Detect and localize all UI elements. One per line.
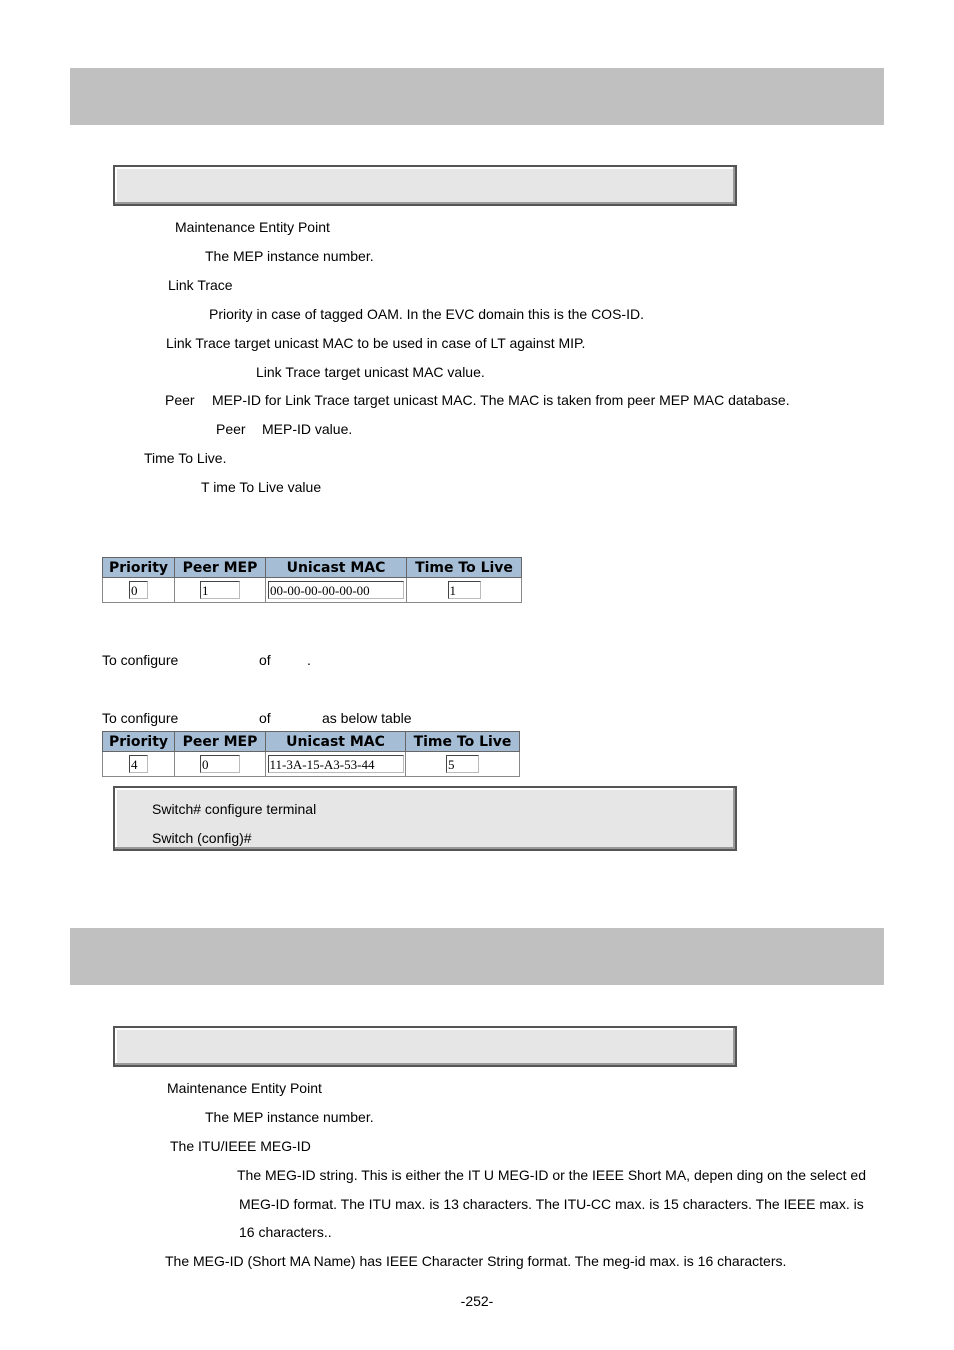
header-time-to-live: Time To Live: [407, 558, 522, 578]
param-priority-desc: Priority in case of tagged OAM. In the EVC domain this is the COS-ID.: [209, 306, 644, 322]
cli-example-box: [113, 786, 737, 851]
param-peer-value-desc: MEP-ID value.: [262, 421, 353, 437]
param-meg-id-desc-2: MEG-ID format. The ITU max. is 13 characters. The ITU-CC max. is 15 characters. The IEEE max. is: [239, 1196, 864, 1212]
configure-text-1b: of: [259, 652, 271, 668]
param-peer-desc: MEP-ID for Link Trace target unicast MAC. The MAC is taken from peer MEP MAC database.: [212, 392, 790, 408]
param-mep-label: Maintenance Entity Point: [175, 219, 330, 235]
header-peer-mep: Peer MEP: [175, 732, 266, 752]
command-syntax-box: [113, 165, 737, 206]
param-meg-id-note: The MEG-ID (Short MA Name) has IEEE Character String format. The meg-id max. is 16 characters.: [165, 1253, 787, 1269]
configure-text-1a: To configure: [102, 652, 179, 668]
section-header-bar: [70, 68, 884, 125]
header-priority: Priority: [103, 732, 175, 752]
param-ttl-label: Time To Live.: [144, 450, 227, 466]
param-meg-id-desc-3: 16 characters..: [239, 1224, 332, 1240]
param-mep-desc: The MEP instance number.: [205, 248, 374, 264]
cli-line-1: Switch# configure terminal: [152, 801, 317, 817]
time-to-live-input[interactable]: 1: [448, 581, 481, 599]
param-ttl-desc: T ime To Live value: [201, 479, 322, 495]
command-syntax-box: [113, 1026, 737, 1067]
time-to-live-input[interactable]: 5: [446, 755, 479, 773]
header-unicast-mac: Unicast MAC: [266, 558, 407, 578]
unicast-mac-input[interactable]: 11-3A-15-A3-53-44: [268, 755, 404, 773]
section-header-bar: [70, 928, 884, 985]
param-peer-label: Peer: [165, 392, 195, 408]
param-mac-desc: Link Trace target unicast MAC value.: [256, 364, 485, 380]
configure-text-2b: of: [259, 710, 271, 726]
header-unicast-mac: Unicast MAC: [266, 732, 406, 752]
table-header-row: [103, 558, 522, 578]
param-mep-label: Maintenance Entity Point: [167, 1080, 322, 1096]
header-peer-mep: Peer MEP: [175, 558, 266, 578]
table-row: [103, 578, 522, 603]
header-priority: Priority: [103, 558, 175, 578]
configure-text-1c: .: [307, 652, 311, 668]
configure-text-2c: as below table: [322, 710, 412, 726]
table-row: [103, 752, 520, 777]
param-mep-desc: The MEP instance number.: [205, 1109, 374, 1125]
param-meg-id-desc-1: The MEG-ID string. This is either the IT U MEG-ID or the IEEE Short MA, depen ding on the select ed: [237, 1167, 866, 1183]
example-settings-table: [102, 731, 520, 777]
peer-mep-input[interactable]: 0: [200, 755, 240, 773]
unicast-mac-input[interactable]: 00-00-00-00-00-00: [268, 581, 404, 599]
default-settings-table: [102, 557, 522, 603]
priority-input[interactable]: 4: [129, 755, 148, 773]
param-meg-id-label: The ITU/IEEE MEG-ID: [170, 1138, 311, 1154]
cli-line-2: Switch (config)#: [152, 830, 252, 846]
peer-mep-input[interactable]: 1: [200, 581, 240, 599]
configure-text-2a: To configure: [102, 710, 179, 726]
priority-input[interactable]: 0: [129, 581, 148, 599]
param-lt-label: Link Trace: [168, 277, 233, 293]
table-header-row: [103, 732, 520, 752]
param-mac-label: Link Trace target unicast MAC to be used in case of LT against MIP.: [166, 335, 586, 351]
page-number: -252-: [460, 1293, 494, 1309]
header-time-to-live: Time To Live: [406, 732, 520, 752]
param-peer-value-label: Peer: [216, 421, 246, 437]
